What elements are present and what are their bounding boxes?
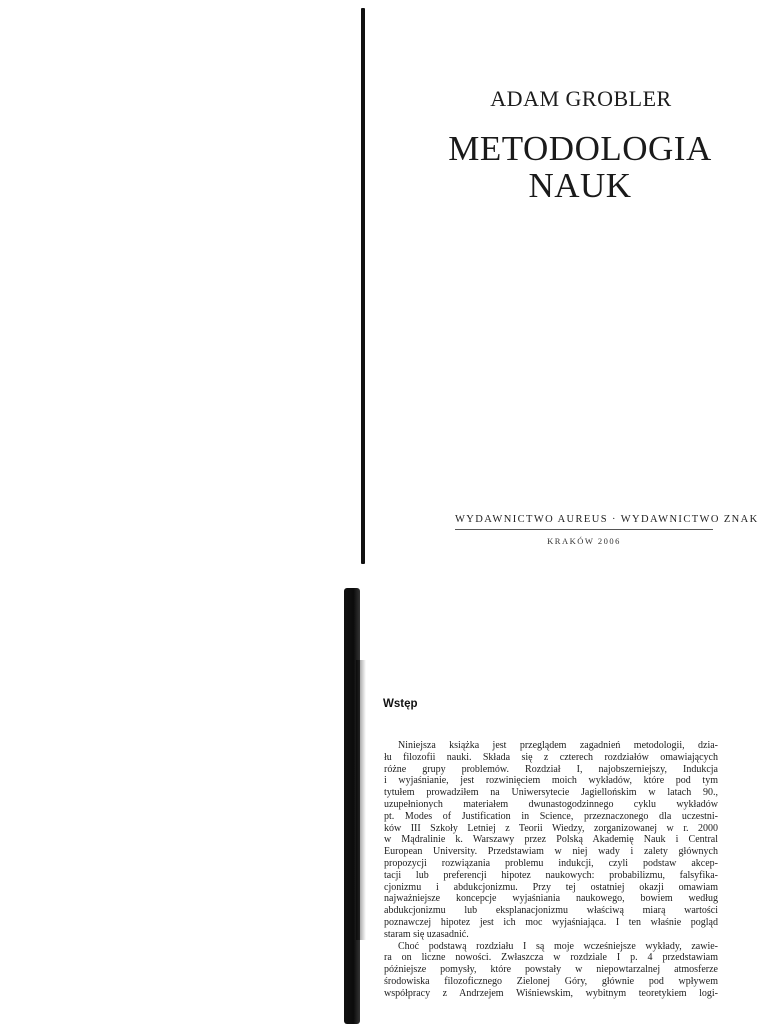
gutter-shadow [356, 660, 366, 940]
section-heading: Wstęp [383, 698, 418, 710]
text-line: tytułem prowadziłem na Uniwersytecie Jagiellońskim w latach 90., [384, 787, 718, 799]
text-line: współpracy z Andrzejem Wiśniewskim, wybitnym teoretykiem logi- [384, 987, 718, 999]
publisher-names: WYDAWNICTWO AUREUS · WYDAWNICTWO ZNAK [455, 514, 759, 525]
author-name: ADAM GROBLER [490, 86, 672, 111]
book-title-line-2: NAUK [528, 166, 632, 205]
text-line: European University. Przedstawiam w niej wady i zalety głównych [384, 846, 718, 858]
text-line: w Mądralinie k. Warszawy przez Polską Akademię Nauk i Central [384, 834, 718, 846]
text-line: środowiska filozoficznego Zielonej Góry, głównie pod wpływem [384, 975, 718, 987]
text-line: i wyjaśnianie, jest rozwinięciem moich wykładów, które pod tym [384, 775, 718, 787]
text-line: najważniejsze koncepcje wyjaśniania naukowego, bowiem według [384, 893, 718, 905]
text-line: pt. Modes of Justification in Science, przeznaczonego dla uczestni- [384, 810, 718, 822]
text-line: uzupełnionych materiałem dwunastogodzinnego cyklu wykładów [384, 798, 718, 810]
text-line: łu filozofii nauki. Składa się z czterech rozdziałów omawiających [384, 751, 718, 763]
text-line: poznawczej hipotez jest ich moc wyjaśniająca. I ten właśnie pogląd [384, 916, 718, 928]
text-line: ków III Szkoły Letniej z Teorii Wiedzy, zorganizowanej w r. 2000 [384, 822, 718, 834]
text-line: cjonizmu i abdukcjonizmu. Przy tej ostatniej okazji omawiam [384, 881, 718, 893]
text-line: abdukcjonizmu lub eksplanacjonizmu właściwą miarą wartości [384, 905, 718, 917]
text-line: Niniejsza książka jest przeglądem zagadnień metodologii, dzia- [398, 740, 718, 751]
imprint-divider [455, 529, 713, 530]
body-paragraphs [384, 740, 718, 1000]
text-line: Choć podstawą rozdziału I są moje wcześniejsze wykłady, zawie- [398, 940, 718, 952]
text-line: różne grupy problemów. Rozdział I, najobszerniejszy, Indukcja [384, 763, 718, 775]
text-line: późniejsze pomysły, które powstały w niepowtarzalnej atmosferze [384, 964, 718, 976]
book-title-line-1: METODOLOGIA [448, 129, 712, 168]
text-line: tacji lub preferencji hipotez naukowych: probabilizmu, falsyfika- [384, 869, 718, 881]
publication-place-year: KRAKÓW 2006 [547, 536, 621, 546]
text-line: propozycji rozwiązania problemu indukcji, czyli podstaw akcep- [384, 857, 718, 869]
book-title [430, 130, 730, 204]
text-line: staram się uzasadnić. [384, 928, 469, 940]
text-line: ra on liczne nowości. Zwłaszcza w rozdziale I p. 4 przedstawiam [384, 952, 718, 964]
book-spine-shadow [361, 8, 365, 564]
